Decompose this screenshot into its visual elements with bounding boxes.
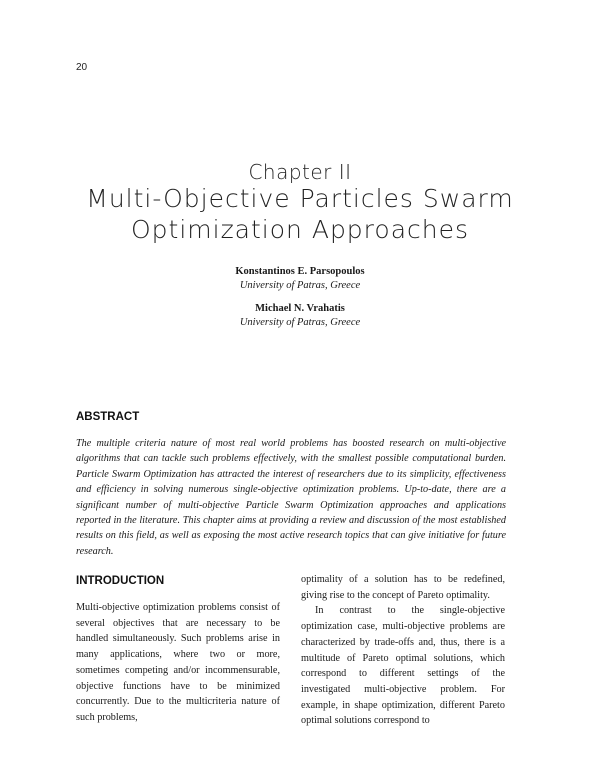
- abstract-text: The multiple criteria nature of most real world problems has boosted research on multi-objective algorithms that can tackle such problems effectively, with the smallest possible computational burden. Particle Swarm Optimization has attracted the interest of researchers due to its simplicity, effectiveness and efficiency in solving numerous single-objective optimization problems. Up-to-date, there are a significant number of multi-objective Particle Swarm Optimization approaches and applications reported in the literature. This chapter aims at providing a review and discussion of the most established results on this field, as well as exposing the most active research topics that can give initiative for future research.: [76, 438, 506, 557]
- abstract-heading: ABSTRACT: [76, 411, 140, 423]
- author-name: Konstantinos E. Parsopoulos: [235, 266, 365, 277]
- chapter-title: Multi-Objective Particles Swarm Optimization Approaches: [86, 184, 514, 244]
- chapter-label: Chapter II: [248, 160, 352, 184]
- author-affiliation: University of Patras, Greece: [239, 280, 361, 291]
- page-number: 20: [76, 62, 88, 73]
- intro-paragraph: Multi-objective optimization problems consist of several objectives that are necessary to be handled simultaneously. Such problems arise in many applications, where two or more, sometimes competing and/or incommensurable, objective functions have to be minimized concurrently. Due to the multicriteria nature of such problems,: [76, 602, 280, 723]
- right-column: [301, 572, 505, 729]
- left-column: [76, 600, 280, 726]
- intro-paragraph-continued: optimality of a solution has to be redefined, giving rise to the concept of Pareto optimality.: [301, 574, 505, 601]
- author-block: [0, 265, 600, 293]
- author-affiliation: University of Patras, Greece: [239, 317, 361, 328]
- intro-paragraph: In contrast to the single-objective optimization case, multi-objective problems are characterized by trade-offs and, thus, there is a multitude of Pareto optimal solutions, which correspond to different settings of the investigated multi-objective problem. For example, in shape optimization, different Pareto optimal solutions correspond to: [301, 605, 505, 727]
- introduction-heading: INTRODUCTION: [76, 575, 165, 587]
- author-name: Michael N. Vrahatis: [255, 303, 345, 314]
- author-block: [0, 302, 600, 330]
